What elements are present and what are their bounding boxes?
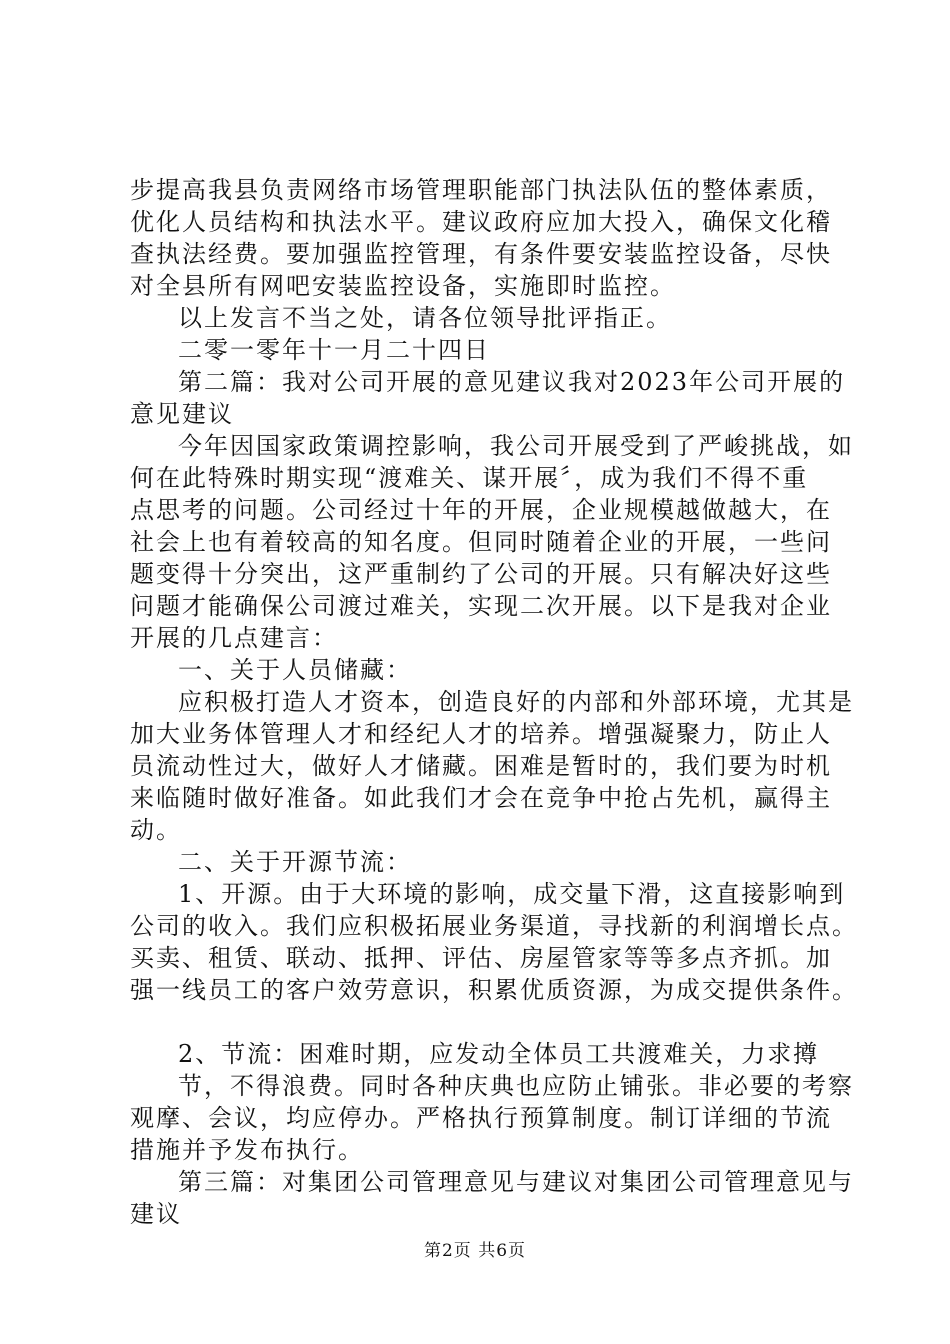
text-line: 员流动性过大，做好人才储藏。困难是暂时的，我们要为时机 (130, 752, 832, 780)
text-line: 2、节流：困难时期，应发动全体员工共渡难关，力求撙 (178, 1040, 820, 1068)
text-line: 强一线员工的客户效劳意识，积累优质资源，为成交提供条件。 (130, 976, 858, 1004)
section-title-cont: 建议 (130, 1200, 182, 1228)
text-line: 1、开源。由于大环境的影响，成交量下滑，这直接影响到 (178, 880, 846, 908)
text-line: 来临随时做好准备。如此我们才会在竞争中抢占先机，赢得主 (130, 784, 832, 812)
text-line: 查执法经费。要加强监控管理，有条件要安装监控设备，尽快 (130, 240, 832, 268)
text-line: 社会上也有着较高的知名度。但同时随着企业的开展，一些问 (130, 528, 832, 556)
text-line: 观摩、会议，均应停办。严格执行预算制度。制订详细的节流 (130, 1104, 832, 1132)
document-body (130, 174, 858, 1230)
subheading: 二、关于开源节流： (178, 848, 412, 876)
text-line: 买卖、租赁、联动、抵押、评估、房屋管家等等多点齐抓。加 (130, 944, 832, 972)
text-line: 措施并予发布执行。 (130, 1136, 364, 1164)
text-line: 节，不得浪费。同时各种庆典也应防止铺张。非必要的考察 (178, 1072, 854, 1100)
section-title: 第二篇：我对公司开展的意见建议我对2023年公司开展的 (178, 368, 846, 396)
text-line: 优化人员结构和执法水平。建议政府应加大投入，确保文化稽 (130, 208, 832, 236)
text-line: 开展的几点建言： (130, 624, 338, 652)
section-title: 第三篇：对集团公司管理意见与建议对集团公司管理意见与 (178, 1168, 854, 1196)
text-line: 动。 (130, 816, 182, 844)
section-title-cont: 意见建议 (130, 400, 234, 428)
text-line: 问题才能确保公司渡过难关，实现二次开展。以下是我对企业 (130, 592, 832, 620)
text-line: 公司的收入。我们应积极拓展业务渠道，寻找新的利润增长点。 (130, 912, 858, 940)
page-number: 第2页 共6页 (423, 1241, 527, 1261)
text-line: 对全县所有网吧安装监控设备，实施即时监控。 (130, 272, 676, 300)
text-line: 应积极打造人才资本，创造良好的内部和外部环境，尤其是 (178, 688, 854, 716)
text-line: 步提高我县负责网络市场管理职能部门执法队伍的整体素质， (130, 176, 832, 204)
blank-line (130, 1006, 830, 1038)
text-line: 今年因国家政策调控影响，我公司开展受到了严峻挑战，如 (178, 432, 854, 460)
text-line: 何在此特殊时期实现“渡难关、谋开展〞，成为我们不得不重 (130, 464, 809, 492)
closing-remark: 以上发言不当之处，请各位领导批评指正。 (178, 304, 672, 332)
text-line: 加大业务体管理人才和经纪人才的培养。增强凝聚力，防止人 (130, 720, 832, 748)
date-line: 二零一零年十一月二十四日 (178, 336, 490, 364)
text-line: 点思考的问题。公司经过十年的开展，企业规模越做越大，在 (130, 496, 832, 524)
text-line: 题变得十分突出，这严重制约了公司的开展。只有解决好这些 (130, 560, 832, 588)
subheading: 一、关于人员储藏： (178, 656, 412, 684)
